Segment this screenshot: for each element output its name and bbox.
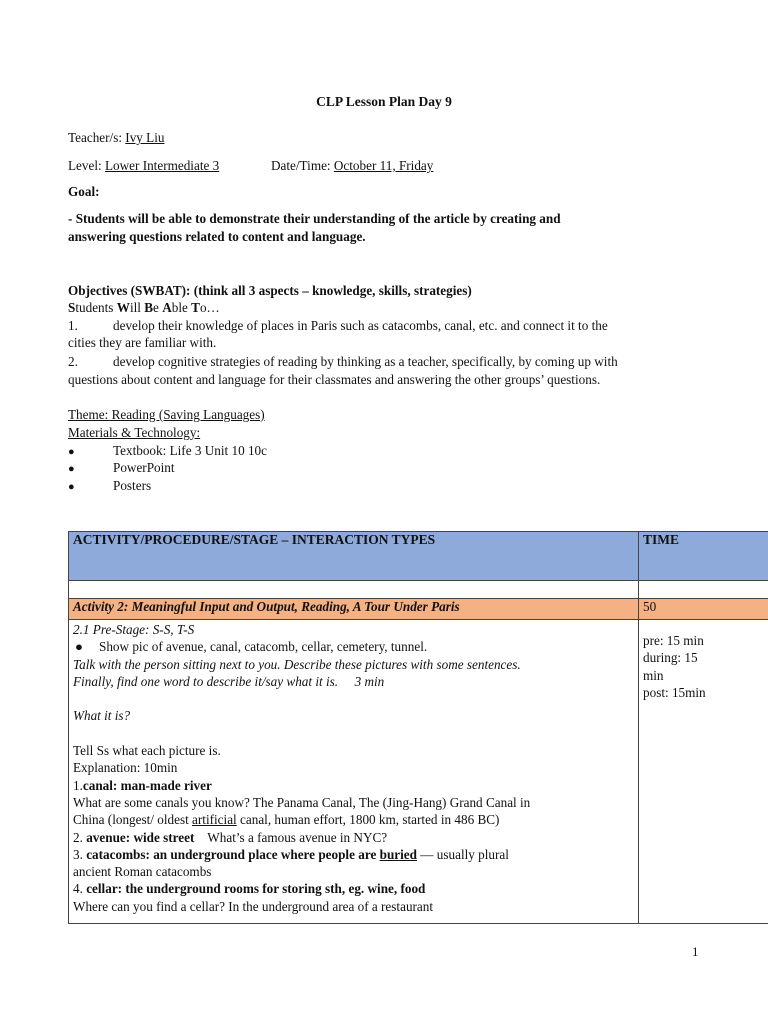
catacombs-line (73, 846, 634, 863)
vocab-question: What’s a famous avenue in NYC? (194, 829, 388, 845)
swbat-letter: A (162, 300, 172, 315)
vocab-number: 1. (73, 777, 83, 793)
bullet-icon: ● (68, 481, 75, 493)
objective-item-1 (68, 317, 608, 334)
goal-line-1: - Students will be able to demonstrate their understanding of the article by creating and (68, 211, 561, 226)
objective-text: develop their knowledge of places in Paris such as catacombs, canal, etc. and connect it to the (113, 318, 608, 333)
materials-item-text: Posters (113, 478, 152, 493)
vocab-note: — usually plural (416, 846, 509, 862)
bullet-icon: ● (68, 446, 75, 458)
activity-title: Activity 2: Meaningful Input and Output, Reading, A Tour Under Paris (69, 599, 639, 620)
time-line: pre: 15 min (643, 633, 704, 648)
objective-text: develop cognitive strategies of reading by thinking as a teacher, specifically, by coming up with (113, 354, 618, 369)
goal-line-2: answering questions related to content and language. (68, 229, 366, 244)
vocab-definition: canal: man-made river (82, 777, 212, 793)
header-activity: ACTIVITY/PROCEDURE/STAGE – INTERACTION TYPES (69, 532, 639, 581)
blank-line (73, 690, 634, 707)
canal-line (73, 777, 634, 794)
what-line: What it is? (73, 708, 131, 724)
time-line: during: 15 (643, 650, 698, 666)
theme-line: Theme: Reading (Saving Languages) (68, 407, 265, 422)
swbat-text: o… (199, 300, 220, 315)
catacombs-example: ancient Roman catacombs (73, 864, 212, 880)
vocab-number: 3. (73, 846, 87, 862)
objectives-heading: Objectives (SWBAT): (think all 3 aspects – knowledge, skills, strategies) (68, 283, 472, 298)
bullet-icon: ● (68, 463, 75, 475)
datetime-value: October 11, Friday (333, 158, 434, 173)
teacher-line (68, 129, 165, 146)
tell-line: Tell Ss what each picture is. (73, 743, 221, 759)
level-line (68, 157, 219, 174)
goal-label: Goal: (68, 184, 100, 199)
show-pic-line (73, 638, 634, 655)
blank-line (73, 725, 634, 742)
swbat-text: ill (129, 300, 145, 315)
vocab-definition: avenue: wide street (86, 829, 195, 845)
swbat-line (68, 299, 220, 316)
underlined-word: artificial (192, 812, 237, 828)
talk-line: Talk with the person sitting next to you. Describe these pictures with some sentences. (73, 656, 521, 672)
swbat-letter: W (116, 300, 130, 315)
cellar-question: Where can you find a cellar? In the underground area of a restaurant (73, 898, 434, 914)
materials-item-text: PowerPoint (113, 460, 175, 475)
vocab-number: 2. (73, 829, 87, 845)
procedure-row (69, 620, 768, 924)
text-segment: China (longest/ oldest (73, 812, 193, 828)
time-line: post: 15min (643, 684, 706, 700)
page-number: 1 (692, 944, 699, 959)
header-time: TIME (639, 532, 768, 581)
materials-item (68, 459, 175, 478)
prestage-label: 2.1 Pre-Stage: S-S, T-S (73, 622, 195, 637)
objective-item-2 (68, 353, 618, 370)
vocab-definition: cellar: the underground rooms for storing sth, eg. wine, food (86, 881, 426, 897)
finally-line: Finally, find one word to describe it/say what it is. 3 min (73, 673, 385, 689)
canal-question: What are some canals you know? The Panama Canal, The (Jing-Hang) Grand Canal in (73, 794, 531, 810)
swbat-text: ble (171, 300, 192, 315)
page-title: CLP Lesson Plan Day 9 (316, 94, 452, 109)
explanation-line: Explanation: 10min (73, 760, 178, 776)
datetime-line (271, 157, 433, 174)
table-header-row (69, 532, 768, 581)
underlined-word: buried (379, 846, 417, 862)
table-cell (69, 581, 639, 599)
materials-item-text: Textbook: Life 3 Unit 10 10c (113, 443, 267, 458)
avenue-line (73, 829, 634, 846)
swbat-text: e (153, 300, 163, 315)
table-row-empty (69, 581, 768, 599)
lesson-plan-table (68, 531, 768, 924)
swbat-letter: B (144, 300, 154, 315)
time-line: min (643, 667, 664, 683)
materials-item (68, 477, 151, 496)
procedure-cell (69, 620, 639, 924)
objective-number: 1. (68, 318, 78, 333)
level-value: Lower Intermediate 3 (104, 158, 220, 173)
swbat-letter: S (68, 300, 76, 315)
objective-item-1-cont: cities they are familiar with. (68, 335, 217, 350)
activity-row (69, 599, 768, 620)
swbat-letter: T (191, 300, 200, 315)
datetime-label: Date/Time: (271, 158, 331, 173)
time-cell (639, 620, 768, 924)
teacher-label: Teacher/s: (68, 130, 122, 145)
canal-question-cont (73, 811, 634, 828)
vocab-number: 4. (73, 881, 87, 897)
swbat-text: tudents (75, 300, 117, 315)
table-cell (639, 581, 768, 599)
show-pic-text: Show pic of avenue, canal, catacomb, cellar, cemetery, tunnel. (99, 639, 428, 655)
objective-item-2-cont: questions about content and language for their classmates and answering the other groups’ questions. (68, 372, 601, 387)
teacher-name: Ivy Liu (125, 130, 165, 145)
level-label: Level: (68, 158, 102, 173)
cellar-line (73, 880, 634, 897)
objective-number: 2. (68, 354, 78, 369)
text-segment: canal, human effort, 1800 km, started in 486 BC) (236, 812, 500, 828)
vocab-definition: catacombs: an underground place where people are (86, 846, 380, 862)
activity-time: 50 (639, 599, 768, 620)
materials-heading: Materials & Technology: (68, 425, 201, 440)
bullet-icon: ● (75, 639, 83, 655)
